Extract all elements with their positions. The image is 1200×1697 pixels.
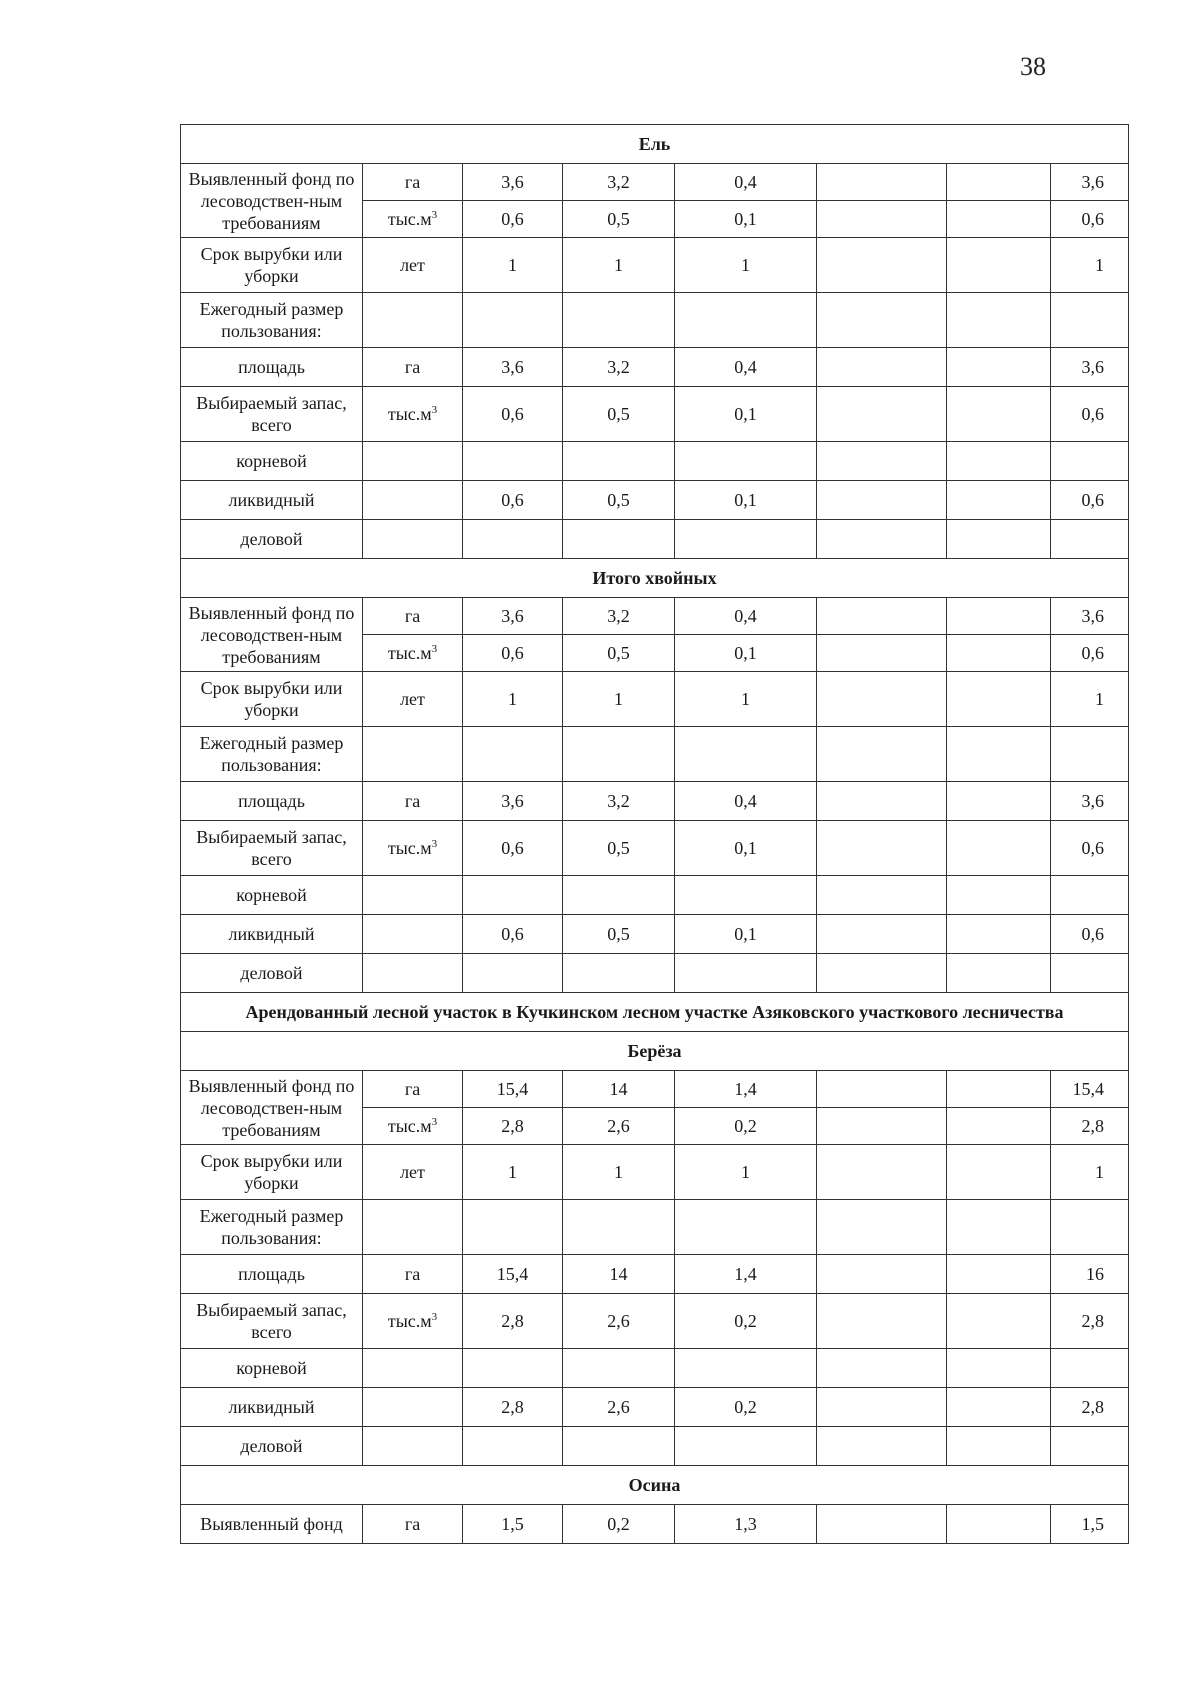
value-cell — [817, 387, 947, 442]
empty-cell — [463, 520, 563, 559]
value-cell: 1 — [463, 1145, 563, 1200]
value-cell: 3,6 — [1051, 348, 1129, 387]
section-title: Ель — [181, 125, 1129, 164]
value-cell — [947, 1071, 1051, 1108]
unit-cell: га — [363, 782, 463, 821]
empty-cell — [463, 1349, 563, 1388]
area-row — [181, 1255, 1129, 1294]
value-cell: 0,6 — [1051, 635, 1129, 672]
empty-cell — [817, 727, 947, 782]
value-cell: 0,6 — [463, 915, 563, 954]
empty-cell — [947, 1349, 1051, 1388]
value-cell: 0,1 — [675, 915, 817, 954]
unit-cell: лет — [363, 1145, 463, 1200]
unit-superscript: 3 — [431, 1116, 438, 1128]
value-cell — [947, 201, 1051, 238]
value-cell — [947, 1145, 1051, 1200]
unit-cell — [363, 201, 463, 238]
empty-cell — [563, 1200, 675, 1255]
term-row — [181, 1145, 1129, 1200]
empty-cell — [1051, 954, 1129, 993]
value-cell: 0,1 — [675, 635, 817, 672]
value-cell: 1 — [1051, 672, 1129, 727]
empty-cell — [675, 727, 817, 782]
value-cell: 2,8 — [463, 1388, 563, 1427]
unit-cell — [363, 821, 463, 876]
value-cell: 15,4 — [463, 1071, 563, 1108]
value-cell: 2,8 — [1051, 1108, 1129, 1145]
lease-header — [181, 993, 1129, 1032]
annual-row — [181, 1200, 1129, 1255]
empty-cell — [947, 1427, 1051, 1466]
business-row — [181, 954, 1129, 993]
empty-cell — [563, 520, 675, 559]
value-cell: 3,2 — [563, 348, 675, 387]
empty-cell — [363, 1427, 463, 1466]
value-cell: 0,2 — [563, 1505, 675, 1544]
unit-superscript: 3 — [431, 643, 438, 655]
row-label-area: площадь — [181, 348, 363, 387]
empty-cell — [817, 1200, 947, 1255]
row-label-stock: Выбираемый запас, всего — [181, 1294, 363, 1349]
value-cell — [817, 782, 947, 821]
empty-cell — [817, 520, 947, 559]
unit-superscript: 3 — [431, 404, 438, 416]
value-cell: 2,8 — [463, 1294, 563, 1349]
row-label-root: корневой — [181, 876, 363, 915]
value-cell: 1 — [463, 672, 563, 727]
unit-cell: га — [363, 1071, 463, 1108]
section-header-aspen — [181, 1466, 1129, 1505]
area-row — [181, 348, 1129, 387]
fund-row-ha — [181, 164, 1129, 201]
value-cell: 0,2 — [675, 1388, 817, 1427]
empty-cell — [463, 876, 563, 915]
value-cell — [947, 782, 1051, 821]
row-label-root: корневой — [181, 442, 363, 481]
annual-row — [181, 293, 1129, 348]
empty-cell — [463, 1200, 563, 1255]
term-row — [181, 672, 1129, 727]
value-cell: 0,1 — [675, 821, 817, 876]
value-cell: 0,6 — [463, 387, 563, 442]
value-cell: 0,5 — [563, 481, 675, 520]
value-cell: 2,8 — [1051, 1294, 1129, 1349]
unit-cell — [363, 1294, 463, 1349]
value-cell: 2,8 — [463, 1108, 563, 1145]
empty-cell — [947, 520, 1051, 559]
root-row — [181, 442, 1129, 481]
value-cell: 1 — [675, 1145, 817, 1200]
empty-cell — [817, 1427, 947, 1466]
value-cell: 0,4 — [675, 782, 817, 821]
value-cell — [947, 481, 1051, 520]
value-cell: 3,2 — [563, 598, 675, 635]
page-number: 38 — [1020, 52, 1046, 81]
value-cell: 0,6 — [1051, 915, 1129, 954]
empty-cell — [675, 442, 817, 481]
unit-text: тыс.м — [387, 838, 432, 858]
unit-cell: га — [363, 1255, 463, 1294]
unit-cell — [363, 1108, 463, 1145]
value-cell — [947, 164, 1051, 201]
unit-cell — [363, 635, 463, 672]
value-cell: 1 — [463, 238, 563, 293]
value-cell — [947, 598, 1051, 635]
value-cell — [947, 1294, 1051, 1349]
value-cell — [817, 164, 947, 201]
value-cell: 1 — [563, 238, 675, 293]
business-row — [181, 520, 1129, 559]
row-label-fund-short: Выявленный фонд — [181, 1505, 363, 1544]
value-cell: 0,5 — [563, 387, 675, 442]
value-cell: 0,6 — [1051, 201, 1129, 238]
value-cell — [817, 1505, 947, 1544]
empty-cell — [563, 954, 675, 993]
value-cell: 1 — [563, 1145, 675, 1200]
value-cell: 0,6 — [463, 821, 563, 876]
empty-cell — [1051, 1427, 1129, 1466]
unit-superscript: 3 — [431, 209, 438, 221]
empty-cell — [563, 1427, 675, 1466]
unit-cell: га — [363, 348, 463, 387]
stock-row — [181, 1294, 1129, 1349]
value-cell: 15,4 — [463, 1255, 563, 1294]
value-cell — [947, 238, 1051, 293]
annual-row — [181, 727, 1129, 782]
row-label-fund: Выявленный фонд по лесоводствен-ным требованиям — [181, 598, 363, 672]
value-cell: 1,4 — [675, 1071, 817, 1108]
empty-cell — [1051, 520, 1129, 559]
unit-cell — [363, 915, 463, 954]
row-label-annual: Ежегодный размер пользования: — [181, 293, 363, 348]
value-cell — [947, 1388, 1051, 1427]
empty-cell — [363, 293, 463, 348]
value-cell: 3,6 — [463, 348, 563, 387]
value-cell: 0,6 — [1051, 821, 1129, 876]
empty-cell — [363, 442, 463, 481]
row-label-area: площадь — [181, 782, 363, 821]
empty-cell — [947, 442, 1051, 481]
value-cell: 3,6 — [463, 598, 563, 635]
row-label-business: деловой — [181, 520, 363, 559]
section-header-total_conifer — [181, 559, 1129, 598]
row-label-term: Срок вырубки или уборки — [181, 238, 363, 293]
unit-cell — [363, 1388, 463, 1427]
value-cell: 0,4 — [675, 598, 817, 635]
value-cell — [817, 238, 947, 293]
value-cell — [947, 387, 1051, 442]
value-cell — [947, 1505, 1051, 1544]
empty-cell — [675, 293, 817, 348]
empty-cell — [817, 442, 947, 481]
value-cell — [817, 821, 947, 876]
empty-cell — [947, 954, 1051, 993]
value-cell: 1 — [1051, 238, 1129, 293]
value-cell: 3,6 — [1051, 782, 1129, 821]
value-cell: 3,2 — [563, 164, 675, 201]
empty-cell — [817, 876, 947, 915]
unit-cell: га — [363, 164, 463, 201]
row-label-business: деловой — [181, 954, 363, 993]
unit-cell — [363, 481, 463, 520]
row-label-stock: Выбираемый запас, всего — [181, 821, 363, 876]
empty-cell — [363, 876, 463, 915]
empty-cell — [463, 293, 563, 348]
unit-cell: лет — [363, 238, 463, 293]
row-label-area: площадь — [181, 1255, 363, 1294]
empty-cell — [947, 876, 1051, 915]
stock-row — [181, 387, 1129, 442]
value-cell: 0,4 — [675, 348, 817, 387]
value-cell: 0,6 — [1051, 387, 1129, 442]
value-cell — [947, 635, 1051, 672]
value-cell — [817, 481, 947, 520]
value-cell — [817, 598, 947, 635]
stock-row — [181, 821, 1129, 876]
unit-cell: га — [363, 598, 463, 635]
value-cell — [817, 1294, 947, 1349]
value-cell: 1 — [1051, 1145, 1129, 1200]
value-cell: 3,6 — [463, 782, 563, 821]
value-cell: 0,6 — [1051, 481, 1129, 520]
empty-cell — [463, 727, 563, 782]
empty-cell — [817, 1349, 947, 1388]
empty-cell — [675, 1349, 817, 1388]
value-cell: 1 — [563, 672, 675, 727]
section-title: Арендованный лесной участок в Кучкинском лесном участке Азяковского участкового лесничества — [181, 993, 1129, 1032]
root-row — [181, 876, 1129, 915]
value-cell: 15,4 — [1051, 1071, 1129, 1108]
unit-cell: лет — [363, 672, 463, 727]
value-cell: 1 — [675, 672, 817, 727]
empty-cell — [675, 876, 817, 915]
value-cell — [817, 201, 947, 238]
value-cell: 1,5 — [1051, 1505, 1129, 1544]
section-title: Итого хвойных — [181, 559, 1129, 598]
row-label-fund: Выявленный фонд по лесоводствен-ным требованиям — [181, 1071, 363, 1145]
value-cell: 3,2 — [563, 782, 675, 821]
row-label-annual: Ежегодный размер пользования: — [181, 1200, 363, 1255]
value-cell — [947, 821, 1051, 876]
value-cell: 2,6 — [563, 1108, 675, 1145]
unit-superscript: 3 — [431, 838, 438, 850]
value-cell — [817, 915, 947, 954]
root-row — [181, 1349, 1129, 1388]
section-title: Берёза — [181, 1032, 1129, 1071]
value-cell — [947, 1255, 1051, 1294]
value-cell: 3,6 — [463, 164, 563, 201]
value-cell: 0,6 — [463, 481, 563, 520]
empty-cell — [463, 1427, 563, 1466]
row-label-liquid: ликвидный — [181, 915, 363, 954]
unit-text: тыс.м — [387, 1311, 432, 1331]
empty-cell — [675, 1200, 817, 1255]
value-cell: 3,6 — [1051, 164, 1129, 201]
value-cell: 14 — [563, 1255, 675, 1294]
empty-cell — [563, 727, 675, 782]
empty-cell — [563, 293, 675, 348]
value-cell: 0,1 — [675, 387, 817, 442]
row-label-liquid: ликвидный — [181, 1388, 363, 1427]
value-cell — [817, 348, 947, 387]
value-cell: 0,6 — [463, 635, 563, 672]
value-cell: 0,4 — [675, 164, 817, 201]
section-header-el — [181, 125, 1129, 164]
empty-cell — [675, 1427, 817, 1466]
empty-cell — [1051, 293, 1129, 348]
term-row — [181, 238, 1129, 293]
empty-cell — [817, 954, 947, 993]
value-cell: 2,6 — [563, 1388, 675, 1427]
unit-text: тыс.м — [387, 209, 432, 229]
empty-cell — [463, 954, 563, 993]
empty-cell — [463, 442, 563, 481]
section-header-birch — [181, 1032, 1129, 1071]
empty-cell — [363, 954, 463, 993]
value-cell: 0,2 — [675, 1294, 817, 1349]
row-label-term: Срок вырубки или уборки — [181, 672, 363, 727]
empty-cell — [947, 293, 1051, 348]
value-cell — [817, 635, 947, 672]
value-cell: 2,8 — [1051, 1388, 1129, 1427]
value-cell — [817, 1255, 947, 1294]
liquid-row — [181, 915, 1129, 954]
empty-cell — [363, 1200, 463, 1255]
value-cell: 0,1 — [675, 201, 817, 238]
area-row — [181, 782, 1129, 821]
aspen-fund-row — [181, 1505, 1129, 1544]
empty-cell — [1051, 442, 1129, 481]
value-cell — [817, 1071, 947, 1108]
value-cell: 1,4 — [675, 1255, 817, 1294]
value-cell: 1 — [675, 238, 817, 293]
empty-cell — [1051, 1349, 1129, 1388]
row-label-business: деловой — [181, 1427, 363, 1466]
value-cell — [947, 348, 1051, 387]
row-label-root: корневой — [181, 1349, 363, 1388]
value-cell: 0,1 — [675, 481, 817, 520]
value-cell: 0,5 — [563, 821, 675, 876]
forest-use-table — [180, 124, 1129, 1544]
empty-cell — [1051, 876, 1129, 915]
value-cell: 1,3 — [675, 1505, 817, 1544]
unit-cell: га — [363, 1505, 463, 1544]
value-cell: 0,5 — [563, 201, 675, 238]
value-cell: 0,5 — [563, 915, 675, 954]
value-cell: 1,5 — [463, 1505, 563, 1544]
empty-cell — [363, 727, 463, 782]
empty-cell — [563, 442, 675, 481]
value-cell — [817, 1388, 947, 1427]
empty-cell — [1051, 1200, 1129, 1255]
fund-row-ha — [181, 598, 1129, 635]
unit-text: тыс.м — [387, 404, 432, 424]
value-cell — [817, 1108, 947, 1145]
value-cell: 2,6 — [563, 1294, 675, 1349]
row-label-fund: Выявленный фонд по лесоводствен-ным требованиям — [181, 164, 363, 238]
empty-cell — [675, 520, 817, 559]
empty-cell — [363, 520, 463, 559]
empty-cell — [817, 293, 947, 348]
empty-cell — [675, 954, 817, 993]
value-cell — [947, 1108, 1051, 1145]
value-cell: 3,6 — [1051, 598, 1129, 635]
unit-text: тыс.м — [387, 1116, 432, 1136]
empty-cell — [563, 1349, 675, 1388]
row-label-term: Срок вырубки или уборки — [181, 1145, 363, 1200]
row-label-stock: Выбираемый запас, всего — [181, 387, 363, 442]
fund-row-ha — [181, 1071, 1129, 1108]
empty-cell — [563, 876, 675, 915]
empty-cell — [363, 1349, 463, 1388]
value-cell: 14 — [563, 1071, 675, 1108]
unit-text: тыс.м — [387, 643, 432, 663]
value-cell: 0,2 — [675, 1108, 817, 1145]
liquid-row — [181, 481, 1129, 520]
row-label-liquid: ликвидный — [181, 481, 363, 520]
empty-cell — [947, 1200, 1051, 1255]
value-cell — [817, 1145, 947, 1200]
value-cell: 0,5 — [563, 635, 675, 672]
value-cell: 0,6 — [463, 201, 563, 238]
empty-cell — [947, 727, 1051, 782]
liquid-row — [181, 1388, 1129, 1427]
section-title: Осина — [181, 1466, 1129, 1505]
value-cell — [817, 672, 947, 727]
value-cell — [947, 672, 1051, 727]
row-label-annual: Ежегодный размер пользования: — [181, 727, 363, 782]
unit-superscript: 3 — [431, 1311, 438, 1323]
empty-cell — [1051, 727, 1129, 782]
business-row — [181, 1427, 1129, 1466]
value-cell — [947, 915, 1051, 954]
value-cell: 16 — [1051, 1255, 1129, 1294]
unit-cell — [363, 387, 463, 442]
